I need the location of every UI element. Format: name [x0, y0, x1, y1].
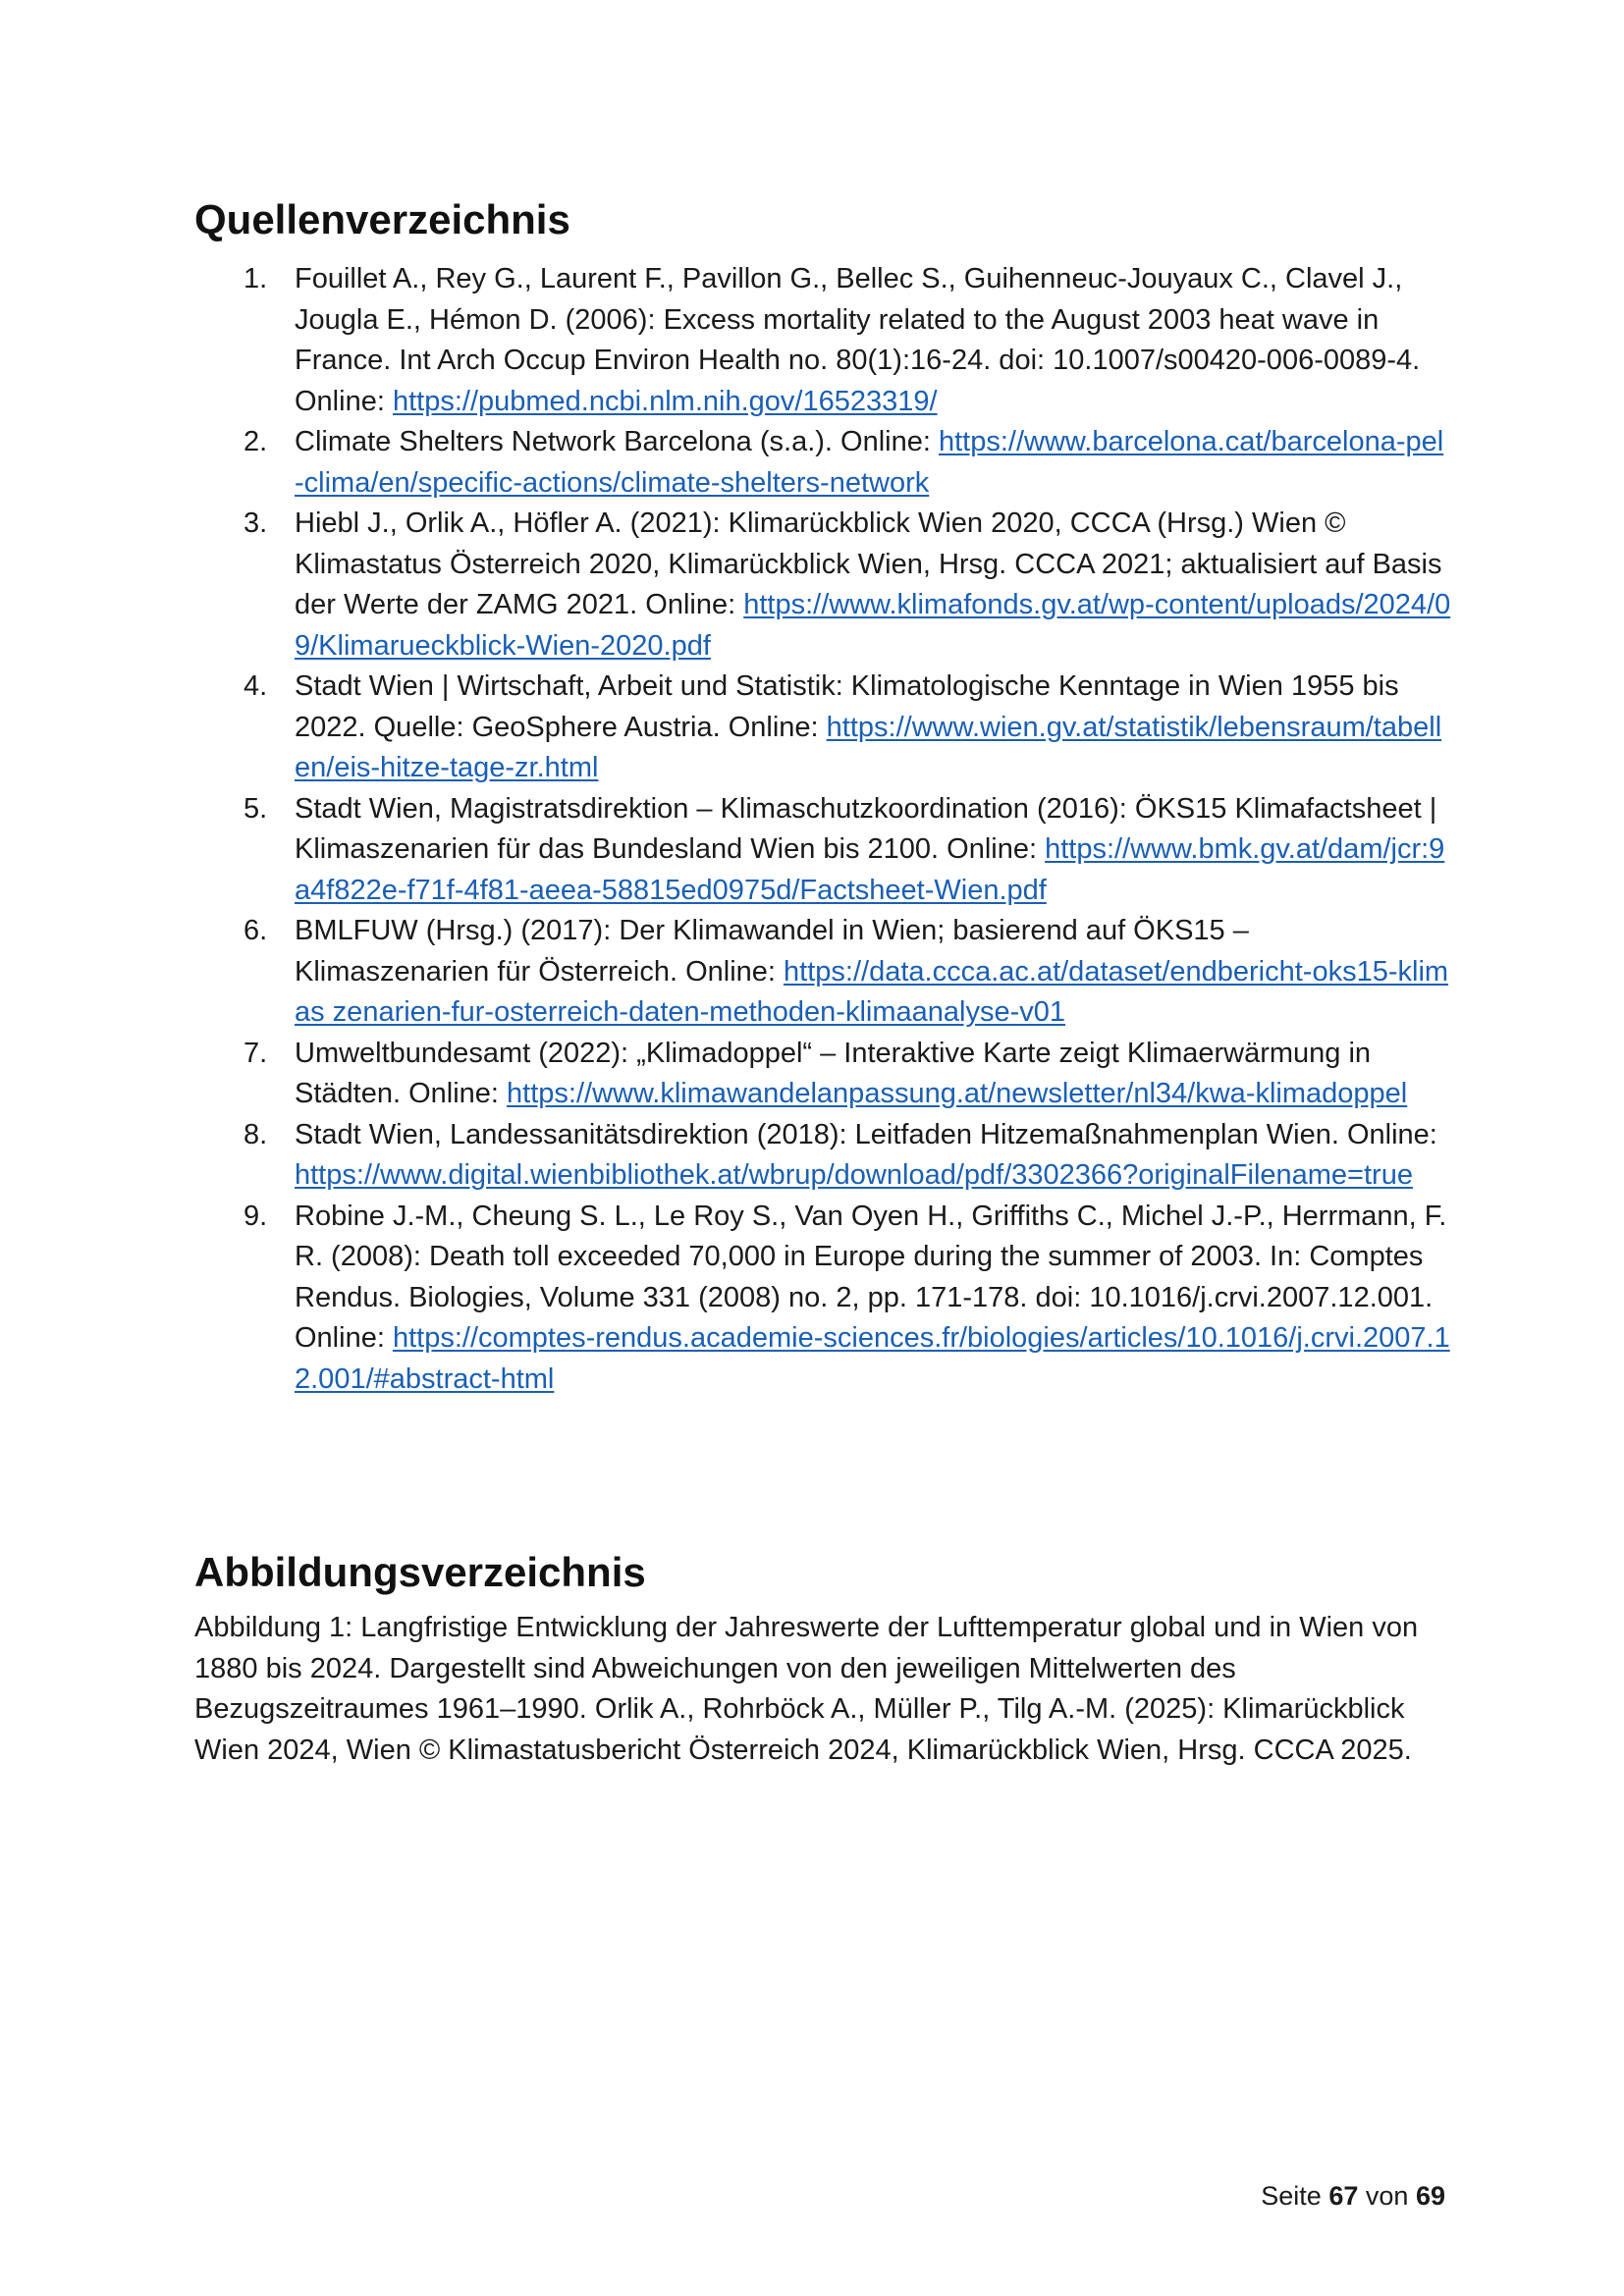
reference-number: 5.: [244, 792, 268, 825]
page-of-label: von: [1365, 2181, 1409, 2211]
reference-text: Stadt Wien | Wirtschaft, Arbeit und Statistik: Klimatologische Kenntage in Wien 1955 bis 2022. Quelle: GeoSphere Austria. Online:: [295, 670, 1399, 743]
reference-item: [194, 1197, 1451, 1401]
page-label: Seite: [1261, 2181, 1322, 2211]
figure-entry: Abbildung 1: Langfristige Entwicklung der Jahreswerte der Lufttemperatur global und in Wien von 1880 bis 2024. Dargestellt sind Abweichungen von den jeweiligen Mittelwerten des Bezugszeitraumes 1961–1990. Orlik A., Rohrböck A., Müller P., Tilg A.-M. (2025): Klimarückblick Wien 2024, Wien © Klimastatusbericht Österreich 2024, Klimarückblick Wien, Hrsg. CCCA 2025.: [194, 1612, 1419, 1766]
reference-number: 6.: [244, 915, 268, 946]
reference-link[interactable]: https://comptes-rendus.academie-sciences.fr/biologies/articles/10.1016/j.crvi.2007.12.001/#abstract-html: [295, 1322, 1450, 1395]
reference-link[interactable]: https://data.ccca.ac.at/dataset/endbericht-oks15-klimas zenarien-fur-osterreich-daten-methoden-klimaanalyse-v01: [295, 955, 1449, 1028]
document-page: [194, 196, 1451, 1771]
reference-text: Climate Shelters Network Barcelona (s.a.). Online:: [295, 426, 939, 457]
reference-item: [194, 1115, 1451, 1197]
reference-link[interactable]: https://www.barcelona.cat/barcelona-pel-clima/en/specific-actions/climate-shelters-network: [295, 426, 1444, 499]
reference-item: [194, 259, 1451, 422]
reference-number: 1.: [244, 263, 268, 294]
reference-text: Stadt Wien, Magistratsdirektion – Klimaschutzkoordination (2016): ÖKS15 Klimafactsheet | Klimaszenarien für das Bundesland Wien bis 2100. Online:: [295, 792, 1437, 865]
reference-text: Stadt Wien, Landessanitätsdirektion (2018): Leitfaden Hitzemaßnahmenplan Wien. Online:: [295, 1118, 1437, 1150]
reference-number: 3.: [244, 507, 268, 539]
reference-link[interactable]: https://www.digital.wienbibliothek.at/wbrup/download/pdf/3302366?originalFilename=true: [295, 1159, 1413, 1191]
reference-number: 7.: [244, 1037, 268, 1069]
reference-text: Robine J.-M., Cheung S. L., Le Roy S., Van Oyen H., Griffiths C., Michel J.-P., Herrmann, F. R. (2008): Death toll exceeded 70,000 in Europe during the summer of 2003. In: Comptes Rendus. Biologies, Volume 331 (2008) no. 2, pp. 171-178. doi: 10.1016/j.crvi.2007.12.001. Online:: [295, 1200, 1447, 1354]
reference-list: [194, 259, 1451, 1400]
reference-link[interactable]: https://www.wien.gv.at/statistik/lebensraum/tabellen/eis-hitze-tage-zr.html: [295, 711, 1442, 783]
reference-item: [194, 422, 1451, 504]
reference-link[interactable]: https://www.klimawandelanpassung.at/newsletter/nl34/kwa-klimadoppel: [507, 1078, 1408, 1109]
reference-item: [194, 1034, 1451, 1115]
reference-number: 9.: [244, 1200, 268, 1232]
page-footer: [1261, 2181, 1445, 2212]
reference-text: BMLFUW (Hrsg.) (2017): Der Klimawandel in Wien; basierend auf ÖKS15 – Klimaszenarien für Österreich. Online:: [295, 915, 1249, 988]
reference-item: [194, 504, 1451, 667]
reference-item: [194, 911, 1451, 1034]
reference-item: [194, 789, 1451, 912]
reference-number: 2.: [244, 426, 268, 457]
reference-number: 8.: [244, 1118, 268, 1150]
current-page-number: 67: [1328, 2181, 1359, 2211]
reference-item: [194, 667, 1451, 789]
reference-link[interactable]: https://www.bmk.gv.at/dam/jcr:9a4f822e-f71f-4f81-aeea-58815ed0975d/Factsheet-Wien.pdf: [295, 833, 1445, 906]
reference-number: 4.: [244, 670, 268, 702]
figures-heading: Abbildungsverzeichnis: [194, 1549, 646, 1595]
reference-text: Hiebl J., Orlik A., Höfler A. (2021): Klimarückblick Wien 2020, CCCA (Hrsg.) Wien © Klimastatus Österreich 2020, Klimarückblick Wien, Hrsg. CCCA 2021; aktualisiert auf Basis der Werte der ZAMG 2021. Online:: [295, 507, 1442, 620]
total-page-number: 69: [1415, 2181, 1445, 2211]
sources-heading: Quellenverzeichnis: [194, 196, 570, 242]
reference-link[interactable]: https://pubmed.ncbi.nlm.nih.gov/16523319/: [392, 385, 938, 417]
reference-text: Fouillet A., Rey G., Laurent F., Pavillon G., Bellec S., Guihenneuc-Jouyaux C., Clavel J., Jougla E., Hémon D. (2006): Excess mortality related to the August 2003 heat wave in France. Int Arch Occup Environ Health no. 80(1):16-24. doi: 10.1007/s00420-006-0089-4. Online:: [295, 263, 1421, 417]
reference-link[interactable]: https://www.klimafonds.gv.at/wp-content/uploads/2024/09/Klimarueckblick-Wien-2020.pdf: [295, 589, 1451, 662]
reference-text: Umweltbundesamt (2022): „Klimadoppel“ – Interaktive Karte zeigt Klimaerwärmung in Städten. Online:: [295, 1037, 1372, 1109]
